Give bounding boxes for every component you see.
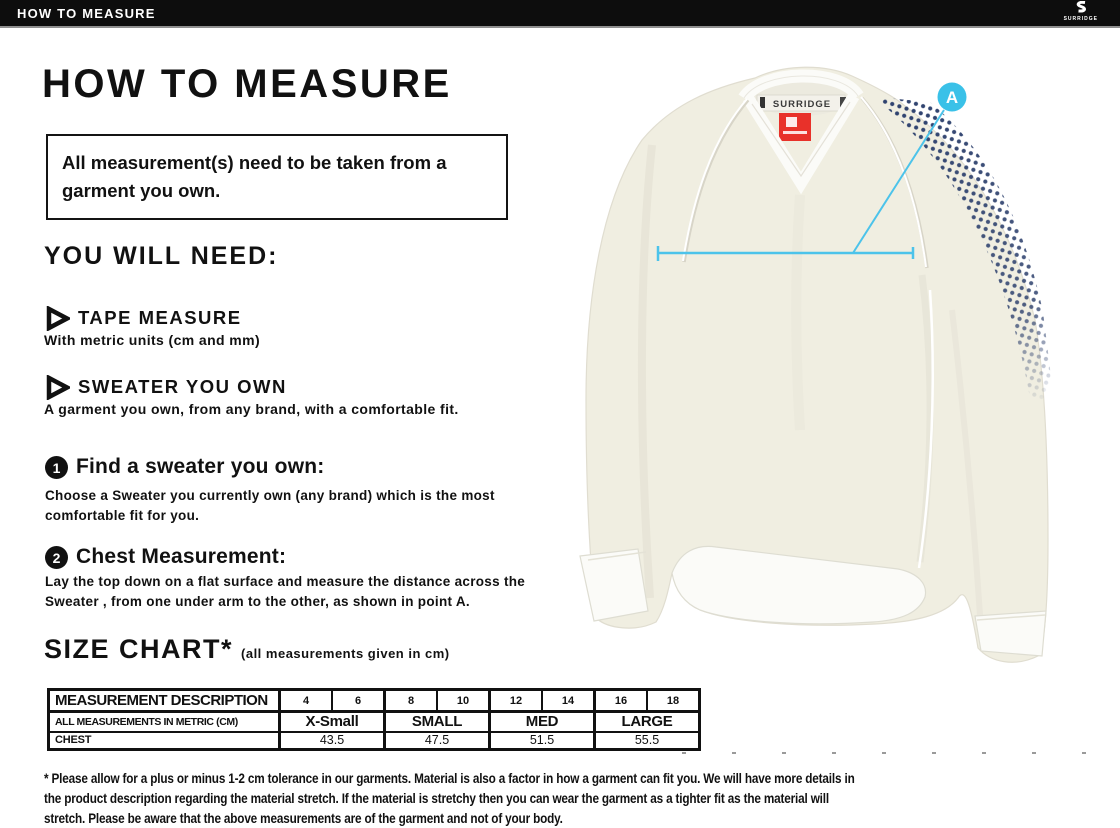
need-item-title: SWEATER YOU OWN bbox=[78, 376, 287, 397]
top-bar bbox=[0, 0, 1120, 28]
step-title: Find a sweater you own: bbox=[76, 455, 325, 478]
footnote: * Please allow for a plus or minus 1-2 cm tolerance in our garments. Material is also a factor in how a garment can fit you. We will have more details in the product description regarding the material stretch. If the material is stretchy then you can wear the garment as a tighter fit as the material will stretch. Please be aware that the above measurements are of the garment and not of your body. bbox=[44, 770, 855, 826]
size-cell: 14 bbox=[542, 690, 595, 712]
brand-logo bbox=[1064, 1, 1098, 22]
size-cell: 10 bbox=[437, 690, 490, 712]
size-group-cell: MED bbox=[490, 712, 595, 732]
size-chart-subtitle: (all measurements given in cm) bbox=[241, 646, 450, 661]
page-title: HOW TO MEASURE bbox=[42, 62, 452, 106]
step-number-badge: 1 bbox=[45, 456, 68, 479]
triangle-bullet-icon bbox=[46, 375, 70, 400]
step-description: Lay the top down on a flat surface and measure the distance across the Sweater , from one under arm to the other, as shown in point A. bbox=[45, 574, 526, 609]
metric-label: ALL MEASUREMENTS IN METRIC (CM) bbox=[49, 712, 280, 732]
you-will-need-heading: YOU WILL NEED: bbox=[44, 242, 279, 270]
point-a-label: A bbox=[945, 88, 959, 107]
size-chart-heading bbox=[44, 634, 450, 665]
need-item-title: TAPE MEASURE bbox=[78, 307, 242, 328]
chest-label: CHEST bbox=[49, 732, 280, 750]
need-item-description: A garment you own, from any brand, with a comfortable fit. bbox=[44, 401, 459, 417]
need-item-description: With metric units (cm and mm) bbox=[44, 332, 261, 348]
step-number-badge: 2 bbox=[45, 546, 68, 569]
step-description: Choose a Sweater you currently own (any brand) which is the most comfortable fit for you. bbox=[45, 488, 495, 523]
triangle-bullet-icon bbox=[46, 306, 70, 331]
size-cell: 16 bbox=[595, 690, 648, 712]
size-cell: 6 bbox=[332, 690, 385, 712]
size-cell: 18 bbox=[647, 690, 700, 712]
measurement-description-header: MEASUREMENT DESCRIPTION bbox=[49, 690, 280, 712]
chest-value-cell: 47.5 bbox=[385, 732, 490, 750]
sweater-illustration bbox=[580, 67, 1050, 662]
size-group-cell: SMALL bbox=[385, 712, 490, 732]
size-group-cell: X-Small bbox=[280, 712, 385, 732]
garment-photo bbox=[578, 48, 1120, 760]
size-cell: 8 bbox=[385, 690, 438, 712]
top-bar-title: HOW TO MEASURE bbox=[17, 5, 156, 21]
neck-label-text: SURRIDGE bbox=[772, 99, 832, 110]
chest-value-cell: 43.5 bbox=[280, 732, 385, 750]
notice-box: All measurement(s) need to be taken from a garment you own. bbox=[46, 134, 508, 220]
size-cell: 12 bbox=[490, 690, 543, 712]
size-group-cell: LARGE bbox=[595, 712, 700, 732]
chest-value-cell: 51.5 bbox=[490, 732, 595, 750]
neck-red-tag bbox=[779, 113, 811, 141]
step-title: Chest Measurement: bbox=[76, 545, 287, 568]
surridge-logo-icon bbox=[1073, 1, 1089, 16]
brand-logo-text: SURRIDGE bbox=[1063, 16, 1098, 22]
size-chart-title: SIZE CHART* bbox=[44, 634, 234, 664]
chest-value-cell: 55.5 bbox=[595, 732, 700, 750]
page-break-dashes bbox=[682, 752, 1114, 754]
size-cell: 4 bbox=[280, 690, 333, 712]
